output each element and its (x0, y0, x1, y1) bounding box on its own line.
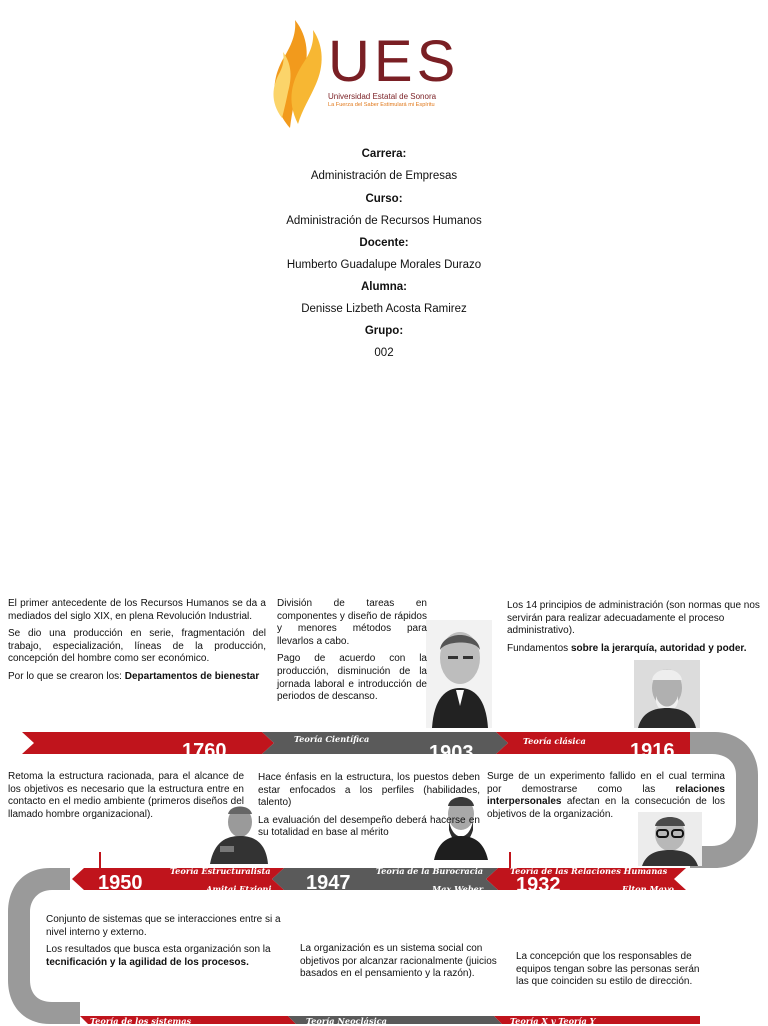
theory-neoclasica: Teoría Neoclásica (306, 1016, 387, 1026)
year-1903: 1903 (429, 742, 474, 764)
year-1932: 1932 (516, 874, 561, 896)
taylor-portrait-icon (426, 620, 492, 728)
event-1950-p1: Retoma la estructura racionada, para el alcance de los objetivos es necesario que la estructura entre en contacto en el medio ambiente (primeros diseños del llamado hombre organizacional). (8, 771, 244, 820)
event-1760-p1: El primer antecedente de los Recursos Humanos se da a mediados del siglo XIX, en plena Revolución Industrial. (8, 598, 266, 622)
theory-burocracia: Teoría de la Burocracia (376, 866, 484, 876)
event-1760-p3: Por lo que se crearon los: Departamentos de bienestar (8, 670, 260, 682)
event-1947-p2: La evaluación del desempeño deberá hacerse en su totalidad en base al mérito (258, 814, 480, 839)
year-1950: 1950 (98, 872, 143, 894)
curso-value: Administración de Recursos Humanos (286, 215, 482, 227)
fayol-portrait-icon (634, 660, 700, 728)
docente-label: Docente: (359, 237, 409, 249)
docente-value: Humberto Guadalupe Morales Durazo (286, 259, 482, 271)
event-1916-text (507, 600, 763, 660)
theory-sistemas: Teoría de los sistemas (90, 1016, 192, 1026)
year-1947: 1947 (306, 872, 351, 894)
theory-relaciones-humanas: Teoría de las Relaciones Humanas (510, 866, 668, 876)
year-1760: 1760 (182, 740, 227, 762)
event-1760-p2: Se dio una producción en serie, fragmentación del trabajo, especialización, líneas de la producción, concepción del hombre como ser económico. (8, 628, 266, 665)
event-1947-p1: Hace énfasis en la estructura, los puestos deben estar enfocados a los perfiles (habilidades, talento) (258, 772, 480, 809)
person-weber: Max Weber (432, 884, 484, 894)
event-sistemas-p2: Los resultados que busca esta organización son la tecnificación y la agilidad de los procesos. (46, 944, 271, 968)
carrera-label: Carrera: (361, 148, 407, 160)
event-neoclasica-p1: La organización es un sistema social con objetivos por alcanzar racionalmente (juicios basados en el pensamiento y la razón). (300, 943, 497, 980)
event-xy-p1: La concepción que los responsables de equipos tengan sobre las personas serán las que coinciden su estilo de dirección. (516, 951, 700, 988)
event-1932-p1: Surge de un experimento fallido en el cual termina por demostrarse como las relaciones interpersonales afectan en la consecución de los objetivos de la organización. (487, 771, 725, 820)
grupo-label: Grupo: (364, 325, 404, 337)
theory-x-y: Teoría X y Teoría Y (510, 1016, 596, 1026)
event-1903-p2: Pago de acuerdo con la producción, disminución de la jornada laboral e introducción de periodos de descanso. (277, 653, 427, 703)
person-mayo: Elton Mayo (622, 884, 674, 894)
year-1916: 1916 (630, 740, 675, 762)
event-1932-text (487, 771, 725, 826)
event-1903-p1: División de tareas en componentes y diseño de rápidos y menores métodos para llevarlos a cabo. (277, 598, 427, 647)
carrera-value: Administración de Empresas (310, 170, 458, 182)
theory-estructuralista: Teoría Estructuralista (170, 866, 271, 876)
event-1950-text (8, 771, 244, 826)
grupo-value: 002 (374, 347, 394, 359)
event-neoclasica-text (300, 943, 500, 986)
ues-logo (262, 18, 462, 130)
event-sistemas-p1: Conjunto de sistemas que se interacciones entre si a nivel interno y externo. (46, 914, 281, 938)
person-etzioni: Amitai Etzioni (206, 884, 272, 894)
person-fayol: Henry Fayol (523, 755, 578, 765)
event-xy-text (516, 951, 706, 994)
event-sistemas-text (46, 914, 286, 974)
curso-label: Curso: (365, 193, 403, 205)
alumna-label: Alumna: (361, 281, 407, 293)
event-1760-text (8, 598, 266, 689)
event-1916-p2: Fundamentos sobre la jerarquía, autoridad y poder. (507, 642, 747, 654)
theory-clasica: Teoría clásica (523, 736, 586, 746)
person-taylor: Frederick W. Taylor (294, 753, 383, 763)
university-motto: La Fuerza del Saber Estimulará mi Espíritu (328, 102, 435, 108)
event-1903-text (277, 598, 427, 709)
event-1916-p1: Los 14 principios de administración (son normas que nos servirán para realizar adecuadamente el proceso administrativo). (507, 600, 760, 637)
event-1947-text (258, 772, 480, 845)
theory-cientifica: Teoría Científica (294, 734, 370, 744)
alumna-value: Denisse Lizbeth Acosta Ramirez (301, 303, 467, 315)
ues-wordmark: UES (328, 29, 460, 94)
university-name: Universidad Estatal de Sonora (328, 92, 437, 101)
band-1760 (22, 732, 274, 754)
